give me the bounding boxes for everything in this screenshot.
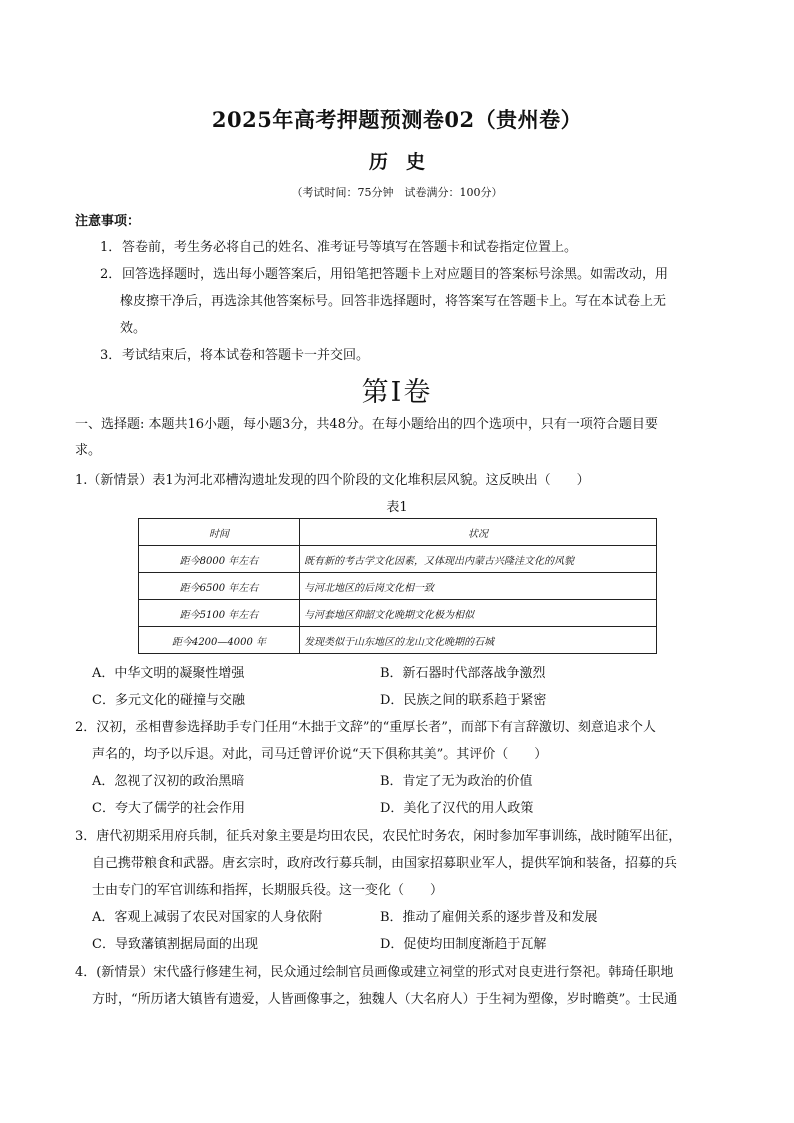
question-4-line: 4．(新情景）宋代盛行修建生祠，民众通过绘制官员画像或建立祠堂的形式对良吏进行祭祀。韩琦任职地 [75,965,674,980]
exam-info: （考试时间：75分钟 试卷满分：100分） [291,186,503,199]
section-title: 第Ⅰ卷 [361,377,433,408]
exam-title: 2025年高考押题预测卷02（贵州卷） [211,107,583,132]
question-3-line: 自己携带粮食和武器。唐玄宗时，政府改行募兵制，由国家招募职业军人，提供军饷和装备，招募的兵 [92,856,678,871]
table-cell: 既有新的考古学文化因素，又体现出内蒙古兴隆洼文化的风貌 [300,546,657,573]
option-a: A．中华文明的凝聚性增强 [92,666,245,681]
question-3-line: 3．唐代初期采用府兵制，征兵对象主要是均田农民，农民忙时务农，闲时参加军事训练，战时随军出征， [75,829,682,844]
note-number: 2． [100,267,122,282]
question-2-line: 声名的，均予以斥退。对此，司马迁曾评价说“天下俱称其美”。其评价（ ） [92,747,548,762]
table-cell: 距今8000 年左右 [139,546,300,573]
section-intro [75,412,723,464]
note-number: 1． [100,240,122,255]
culture-table [138,518,657,654]
note-item-2 [102,261,722,342]
note-text: 答卷前，考生务必将自己的姓名、准考证号等填写在答题卡和试卷指定位置上。 [122,240,578,255]
note-item-1 [102,234,722,261]
option-c: C．导致藩镇割据局面的出现 [92,937,258,952]
table-cell: 距今6500 年左右 [139,573,300,600]
option-a: A．客观上减弱了农民对国家的人身依附 [92,910,323,925]
note-text: 考试结束后，将本试卷和答题卡一并交回。 [122,348,370,363]
option-b: B．新石器时代部落战争激烈 [380,666,546,681]
option-b: B．推动了雇佣关系的逐步普及和发展 [380,910,598,925]
note-number: 3． [100,348,122,363]
option-a: A．忽视了汉初的政治黑暗 [92,774,245,789]
table-row [139,573,657,600]
table-row [139,600,657,627]
option-b: B．肯定了无为政治的价值 [380,774,533,789]
note-text: 橡皮擦干净后，再选涂其他答案标号。回答非选择题时，将答案写在答题卡上。写在本试卷上无 [120,294,667,309]
question-4-line: 方时，“所历诸大镇皆有遗爱，人皆画像事之，独魏人（大名府人）于生祠为塑像，岁时瞻奠”。士民通 [92,992,678,1007]
table-cell: 距今5100 年左右 [139,600,300,627]
subject-title: 历史 [368,151,443,173]
option-d: D．民族之间的联系趋于紧密 [380,693,547,708]
table-row [139,546,657,573]
note-text: 回答选择题时，选出每小题答案后，用铅笔把答题卡上对应题目的答案标号涂黑。如需改动，用 [122,267,669,282]
question-2-line: 2．汉初，丞相曹参选择助手专门任用“木拙于文辞”的“重厚长者”，而部下有言辞激切、刻意追求个人 [75,720,656,735]
table-caption: 表1 [386,500,408,515]
intro-line: 求。 [75,443,102,458]
table-cell: 距今4200—4000 年 [139,627,300,654]
note-text: 效。 [120,321,147,336]
intro-line: 一、选择题: 本题共16小题，每小题3分，共48分。在每小题给出的四个选项中，只有一项符合题目要 [75,417,658,432]
notes-title: 注意事项： [75,214,141,229]
question-1-stem: 1.（新情景）表1为河北邓槽沟遗址发现的四个阶段的文化堆积层风貌。这反映出（ ） [75,473,590,488]
table-cell: 与河套地区仰韶文化晚期文化极为相似 [300,600,657,627]
table-header-cell: 状况 [300,519,657,546]
option-d: D．促使均田制度渐趋于瓦解 [380,937,547,952]
note-item-3 [102,342,722,369]
table-header-cell: 时间 [139,519,300,546]
table-header-row [139,519,657,546]
option-c: C．夸大了儒学的社会作用 [92,801,245,816]
table-row [139,627,657,654]
option-c: C．多元文化的碰撞与交融 [92,693,245,708]
question-3-line: 士由专门的军官训练和指挥，长期服兵役。这一变化（ ） [92,883,444,898]
table-cell: 与河北地区的后岗文化相一致 [300,573,657,600]
table-cell: 发现类似于山东地区的龙山文化晚期的石城 [300,627,657,654]
option-d: D．美化了汉代的用人政策 [380,801,534,816]
